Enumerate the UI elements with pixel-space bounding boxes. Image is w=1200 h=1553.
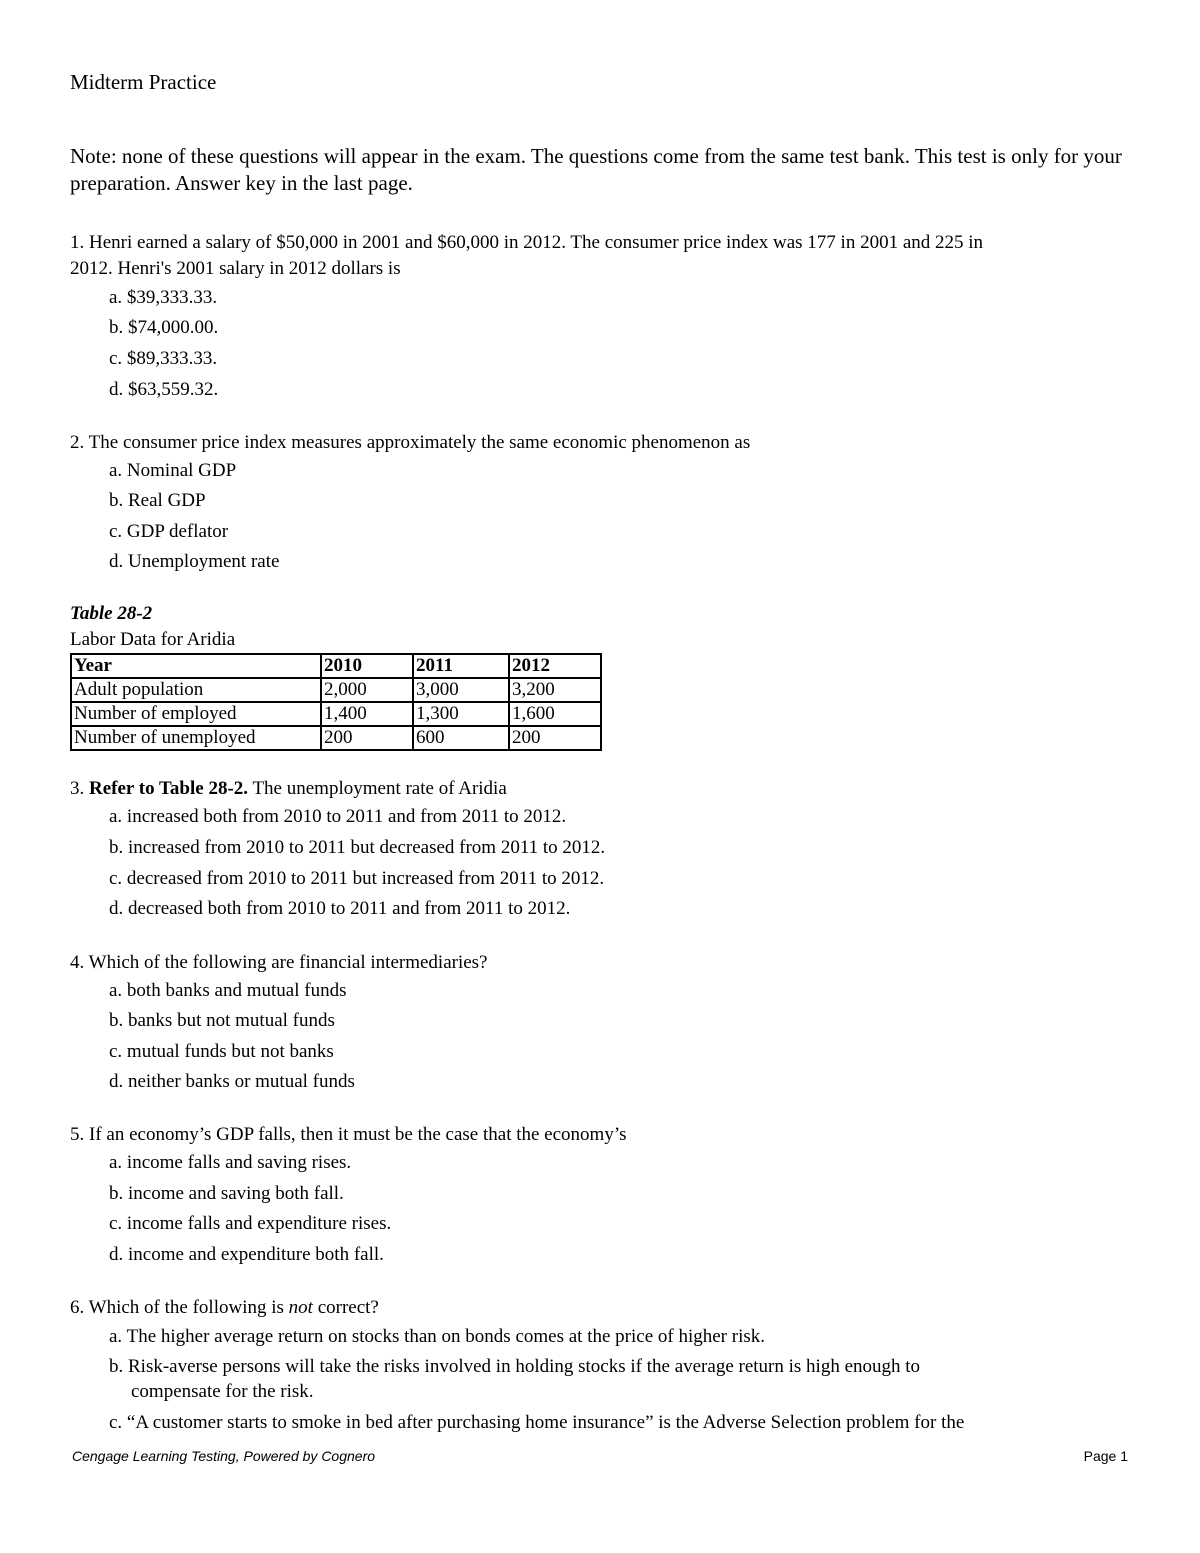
table-cell: Number of unemployed [71, 726, 321, 750]
q5-stem: 5. If an economy’s GDP falls, then it must be the case that the economy’s [70, 1124, 627, 1145]
q2-option-b: b. Real GDP [109, 490, 206, 511]
table-cell: Adult population [71, 678, 321, 702]
table-title: Table 28-2 [70, 603, 153, 624]
q4-option-a: a. both banks and mutual funds [109, 980, 347, 1001]
table-row [71, 678, 601, 702]
q6-option-b-line1: b. Risk-averse persons will take the risks involved in holding stocks if the average return is high enough to [109, 1356, 921, 1377]
table-header-cell: Year [71, 654, 321, 678]
table-cell: 2,000 [321, 678, 413, 702]
q4-stem: 4. Which of the following are financial intermediaries? [70, 952, 488, 973]
q3-option-d: d. decreased both from 2010 to 2011 and from 2011 to 2012. [109, 898, 571, 919]
table-header-cell: 2011 [413, 654, 509, 678]
table-cell: Number of employed [71, 702, 321, 726]
q2-option-a: a. Nominal GDP [109, 460, 237, 481]
q1-option-d: d. $63,559.32. [109, 379, 219, 400]
page-title: Midterm Practice [70, 70, 217, 94]
q3-stem [70, 776, 507, 802]
note-paragraph: Note: none of these questions will appear in the exam. The questions come from the same test bank. This test is only for your preparation. Answer key in the last page. [70, 144, 1122, 195]
table-row [71, 726, 601, 750]
q2-stem: 2. The consumer price index measures approximately the same economic phenomenon as [70, 432, 751, 453]
table-cell: 200 [509, 726, 601, 750]
q5-option-c: c. income falls and expenditure rises. [109, 1213, 392, 1234]
q6-stem-pre: 6. Which of the following is [70, 1297, 284, 1318]
q5-option-d: d. income and expenditure both fall. [109, 1244, 384, 1265]
table-cell: 3,200 [509, 678, 601, 702]
q6-option-b-line2: compensate for the risk. [131, 1381, 314, 1402]
q3-table-reference: Refer to Table 28-2. [89, 778, 249, 799]
q1-option-c: c. $89,333.33. [109, 348, 218, 369]
q1-option-b: b. $74,000.00. [109, 317, 219, 338]
table-cell: 1,400 [321, 702, 413, 726]
q2-option-c: c. GDP deflator [109, 521, 229, 542]
q4-option-d: d. neither banks or mutual funds [109, 1071, 355, 1092]
q3-number: 3. [70, 778, 85, 799]
footer-publisher: Cengage Learning Testing, Powered by Cognero [72, 1448, 376, 1464]
q3-stem-text: The unemployment rate of Aridia [252, 778, 507, 799]
table-header-cell: 2012 [509, 654, 601, 678]
table-row [71, 702, 601, 726]
table-header-row [71, 654, 601, 678]
q6-stem-emphasis: not [288, 1297, 313, 1318]
table-cell: 200 [321, 726, 413, 750]
q6-stem [70, 1295, 379, 1321]
table-cell: 3,000 [413, 678, 509, 702]
q1-stem-line2: 2012. Henri's 2001 salary in 2012 dollars is [70, 258, 401, 279]
q4-option-c: c. mutual funds but not banks [109, 1041, 334, 1062]
q6-stem-post: correct? [317, 1297, 379, 1318]
q5-option-b: b. income and saving both fall. [109, 1183, 344, 1204]
q3-option-a: a. increased both from 2010 to 2011 and from 2011 to 2012. [109, 806, 567, 827]
q1-option-a: a. $39,333.33. [109, 287, 218, 308]
table-cell: 1,300 [413, 702, 509, 726]
q6-option-a: a. The higher average return on stocks than on bonds comes at the price of higher risk. [109, 1326, 766, 1347]
labor-data-table [70, 653, 602, 751]
q3-option-b: b. increased from 2010 to 2011 but decreased from 2011 to 2012. [109, 837, 606, 858]
q5-option-a: a. income falls and saving rises. [109, 1152, 352, 1173]
footer-page-number: Page 1 [1083, 1448, 1128, 1464]
q1-stem-line1: 1. Henri earned a salary of $50,000 in 2001 and $60,000 in 2012. The consumer price index was 177 in 2001 and 225 in [70, 232, 984, 253]
q6-option-c: c. “A customer starts to smoke in bed after purchasing home insurance” is the Adverse Selection problem for the [109, 1412, 965, 1433]
q2-option-d: d. Unemployment rate [109, 551, 280, 572]
table-cell: 1,600 [509, 702, 601, 726]
q4-option-b: b. banks but not mutual funds [109, 1010, 335, 1031]
table-header-cell: 2010 [321, 654, 413, 678]
table-subtitle: Labor Data for Aridia [70, 629, 236, 650]
table-cell: 600 [413, 726, 509, 750]
q3-option-c: c. decreased from 2010 to 2011 but increased from 2011 to 2012. [109, 868, 605, 889]
